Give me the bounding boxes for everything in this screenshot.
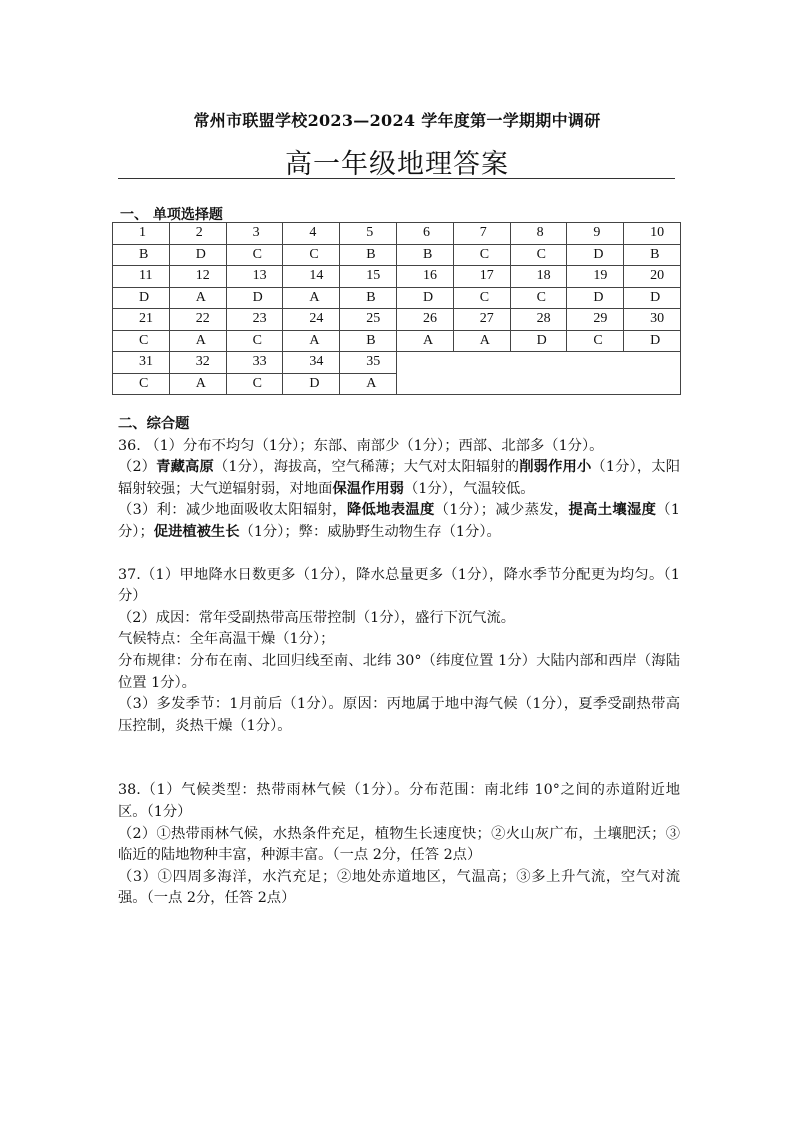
question-number-cell: 9	[567, 223, 624, 245]
answer-row	[113, 244, 681, 266]
answer-cell: B	[113, 244, 170, 266]
section2-heading: 二、综合题	[118, 416, 190, 432]
question-number-cell: 14	[283, 266, 340, 288]
question-number-cell: 29	[567, 309, 624, 331]
section1-heading: 一、 单项选择题	[120, 207, 223, 223]
question-number-cell: 32	[169, 352, 226, 374]
question-number-cell: 33	[226, 352, 283, 374]
question-number-cell: 10	[624, 223, 681, 245]
question-number-cell: 20	[624, 266, 681, 288]
question-number-cell: 30	[624, 309, 681, 331]
question-number-cell: 24	[283, 309, 340, 331]
question-number-row	[113, 352, 681, 374]
answer-cell: D	[567, 244, 624, 266]
question-number-cell: 7	[453, 223, 510, 245]
question-number-cell: 16	[396, 266, 453, 288]
question-number-cell: 25	[340, 309, 397, 331]
answer-cell: A	[396, 330, 453, 352]
answer-cell: D	[624, 330, 681, 352]
question-number-cell: 4	[283, 223, 340, 245]
question-number-cell: 27	[453, 309, 510, 331]
answer-cell: C	[453, 244, 510, 266]
question-number-cell: 35	[340, 352, 397, 374]
question-number-cell: 15	[340, 266, 397, 288]
q36-part2: （2）青藏高原（1分），海拔高，空气稀薄；大气对太阳辐射的削弱作用小（1分），太阳辐射较强；大气逆辐射弱，对地面保温作用弱（1分），气温较低。	[118, 459, 681, 497]
answer-row	[113, 330, 681, 352]
answer-cell: D	[113, 287, 170, 309]
q37-part3: （3）多发季节：1月前后（1分）。原因：丙地属于地中海气候（1分），夏季受副热带高压控制，炎热干燥（1分）。	[118, 696, 680, 734]
answer-cell: C	[226, 373, 283, 395]
page-title: 高一年级地理答案	[285, 149, 509, 180]
question-number-cell: 28	[510, 309, 567, 331]
q37-part2: （2）成因：常年受副热带高压带控制（1分），盛行下沉气流。	[118, 609, 516, 626]
question-number-cell: 26	[396, 309, 453, 331]
question-number-cell: 17	[453, 266, 510, 288]
question-number-cell: 11	[113, 266, 170, 288]
school-header: 常州市联盟学校2023—2024 学年度第一学期期中调研	[193, 111, 601, 130]
answer-cell: B	[396, 244, 453, 266]
question-number-cell: 1	[113, 223, 170, 245]
question-number-row	[113, 223, 681, 245]
answer-cell: C	[113, 373, 170, 395]
q38-part2: （2）①热带雨林气候，水热条件充足，植物生长速度快；②火山灰广布，土壤肥沃；③临近的陆地物种丰富，种源丰富。（一点 2分，任答 2点）	[118, 825, 680, 864]
answer-cell: B	[340, 287, 397, 309]
question-number-cell: 18	[510, 266, 567, 288]
answer-cell: C	[453, 287, 510, 309]
q37-part1: 37.（1）甲地降水日数更多（1分），降水总量更多（1分），降水季节分配更为均匀。（1分）	[118, 566, 680, 605]
q36-part1: 36. （1）分布不均匀（1分）；东部、南部少（1分）；西部、北部多（1分）。	[118, 437, 604, 454]
section2	[118, 414, 680, 910]
question-number-cell: 34	[283, 352, 340, 374]
answer-cell: C	[510, 244, 567, 266]
answer-cell: D	[567, 287, 624, 309]
question-number-cell: 13	[226, 266, 283, 288]
answer-cell: A	[340, 373, 397, 395]
question-number-cell: 31	[113, 352, 170, 374]
answer-cell: C	[510, 287, 567, 309]
answer-cell: D	[510, 330, 567, 352]
answer-cell: B	[624, 244, 681, 266]
answer-cell: A	[283, 287, 340, 309]
answer-cell: C	[283, 244, 340, 266]
question-number-row	[113, 309, 681, 331]
q37-distribution: 分布规律：分布在南、北回归线至南、北纬 30°（纬度位置 1分）大陆内部和西岸（海陆位置 1分）。	[118, 652, 680, 691]
answer-cell: A	[169, 287, 226, 309]
answer-cell: D	[396, 287, 453, 309]
answer-cell: A	[169, 330, 226, 352]
answer-cell: A	[283, 330, 340, 352]
answer-cell: C	[113, 330, 170, 352]
question-number-cell: 5	[340, 223, 397, 245]
question-number-row	[113, 266, 681, 288]
question-number-cell: 6	[396, 223, 453, 245]
answer-cell: D	[283, 373, 340, 395]
answer-cell: B	[340, 330, 397, 352]
answer-cell: D	[169, 244, 226, 266]
answer-cell: D	[624, 287, 681, 309]
answer-cell: C	[567, 330, 624, 352]
answer-cell: B	[340, 244, 397, 266]
question-number-cell: 22	[169, 309, 226, 331]
answer-cell: A	[453, 330, 510, 352]
question-number-cell: 2	[169, 223, 226, 245]
question-number-cell: 19	[567, 266, 624, 288]
answer-row	[113, 287, 681, 309]
empty-cell	[396, 352, 680, 395]
question-number-cell: 12	[169, 266, 226, 288]
q38-part3: （3）①四周多海洋，水汽充足；②地处赤道地区，气温高；③多上升气流，空气对流强。（一点 2分，任答 2点）	[118, 868, 680, 907]
question-number-cell: 3	[226, 223, 283, 245]
title-divider	[118, 178, 675, 179]
q36-part3: （3）利：减少地面吸收太阳辐射，降低地表温度（1分）；减少蒸发，提高土壤湿度（1分）；促进植被生长（1分）；弊：威胁野生动物生存（1分）。	[118, 502, 681, 540]
question-number-cell: 23	[226, 309, 283, 331]
answer-cell: D	[226, 287, 283, 309]
question-number-cell: 8	[510, 223, 567, 245]
answer-cell: C	[226, 330, 283, 352]
answer-cell: A	[169, 373, 226, 395]
question-number-cell: 21	[113, 309, 170, 331]
q37-climate: 气候特点：全年高温干燥（1分）；	[118, 631, 335, 648]
answer-cell: C	[226, 244, 283, 266]
answer-table	[112, 222, 681, 395]
q38-part1: 38.（1）气候类型：热带雨林气候（1分）。分布范围：南北纬 10°之间的赤道附近地区。（1分）	[118, 782, 680, 820]
